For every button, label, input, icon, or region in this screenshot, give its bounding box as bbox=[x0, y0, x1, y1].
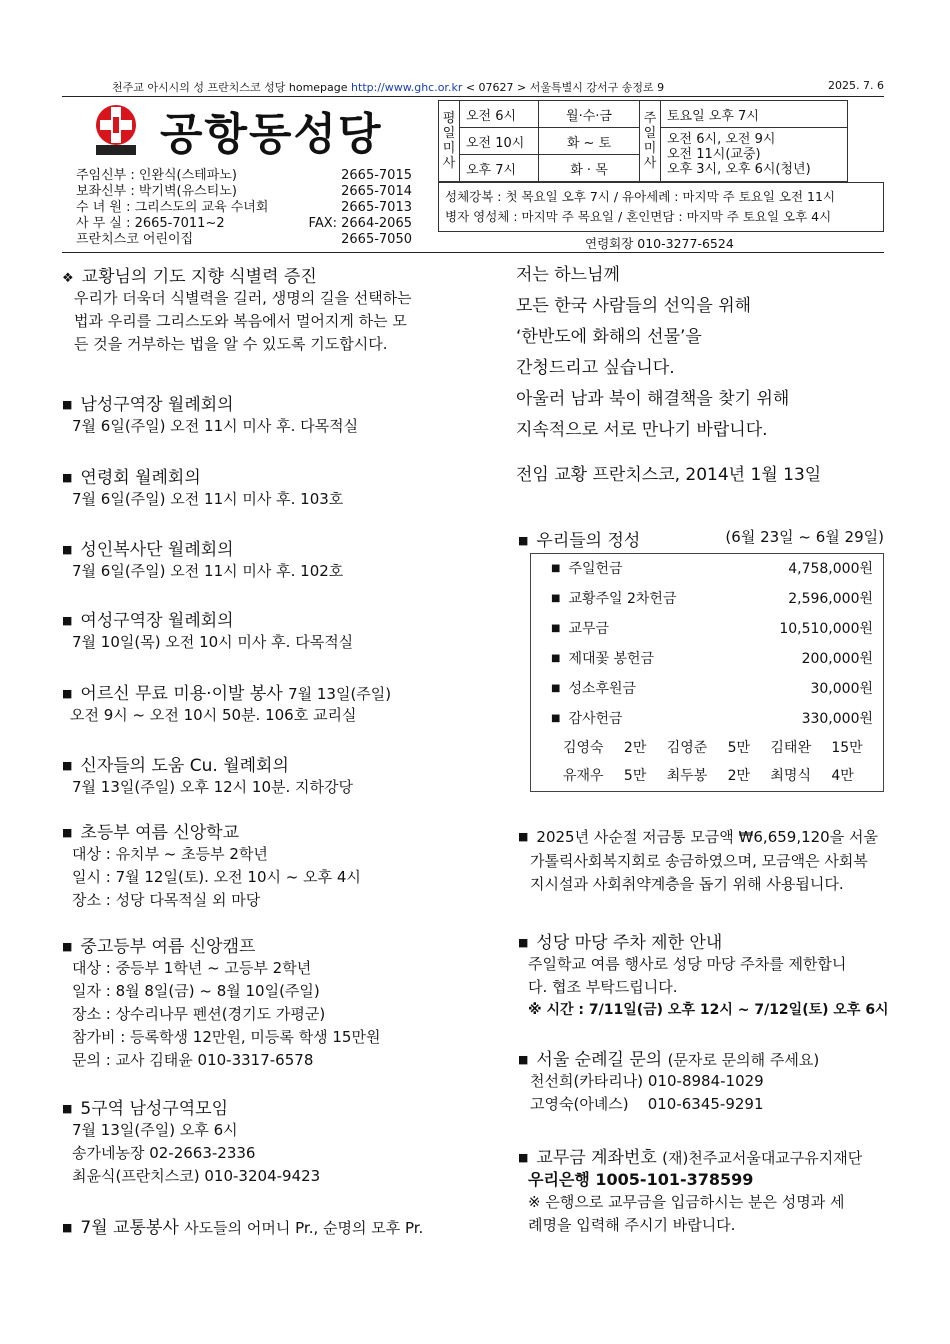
notice-item: ■ 성인복사단 월례회의 7월 6일(주일) 오전 11시 미사 후. 102호 bbox=[62, 535, 343, 583]
church-logo-icon bbox=[92, 103, 140, 157]
notice-item: ■ 중고등부 여름 신앙캠프 대상 : 중등부 1학년 ~ 고등부 2학년 일자 : 8월 8일(금) ~ 8월 10일(주일) 장소 : 상수리나무 펜션(경기도 가평군) 참가비 : 등록학생 12만원, 미등록 학생 15만원 문의 : 교사 김태윤 010-3317-6578 bbox=[62, 932, 380, 1072]
notice-item: ■ 여성구역장 월례회의 7월 10일(목) 오전 10시 미사 후. 다목적실 bbox=[62, 606, 353, 654]
staff-row: 수 녀 원 : 그리스도의 교육 수녀회 2665-7013 bbox=[76, 200, 412, 215]
homepage-link[interactable]: http://www.ghc.or.kr bbox=[351, 81, 463, 94]
offering-box bbox=[530, 553, 884, 792]
account-info: ■ 교무금 계좌번호 (재)천주교서울대교구유지재단 우리은행 1005-101-378599 ※ 은행으로 교무금을 입금하시는 분은 성명과 세 례명을 입력해 주시기 바랍니다. bbox=[518, 1143, 890, 1237]
notice-item: ■ 신자들의 도움 Cu. 월례회의 7월 13일(주일) 오후 12시 10분. 지하강당 bbox=[62, 751, 353, 799]
account-number: 우리은행 1005-101-378599 bbox=[528, 1170, 754, 1189]
notice-item: ■ 7월 교통봉사 사도들의 어머니 Pr., 순명의 모후 Pr. bbox=[62, 1213, 423, 1238]
staff-list bbox=[76, 168, 412, 248]
header-topline: 천주교 아시시의 성 프란치스코 성당 homepage http://www.ghc.or.kr < 07627 > 서울특별시 강서구 송정로 9 bbox=[112, 81, 665, 94]
offering-header: ■ 우리들의 정성 (6월 23일 ~ 6월 29일) bbox=[518, 526, 884, 551]
sacraments-box: 성체강복 : 첫 목요일 오후 7시 / 유아세례 : 마지막 주 토요일 오전 11시 병자 영성체 : 마지막 주 목요일 / 혼인면담 : 마지막 주 토요일 오후 4시 bbox=[438, 182, 884, 232]
staff-row: 프란치스코 어린이집 2665-7050 bbox=[76, 232, 412, 247]
prayer-intention: ❖ 교황님의 기도 지향 식별력 증진 우리가 더욱더 식별력을 길러, 생명의 길을 선택하는 법과 우리를 그리스도와 복음에서 멀어지게 하는 모 든 것을 거부하는 법을 알 수 있도록 기도합시다. bbox=[62, 262, 452, 356]
quote-source: 전임 교황 프란치스코, 2014년 1월 13일 bbox=[516, 465, 822, 485]
donor-list: 김영숙 2만 김영준 5만 김태완 15만 유재우 5만 최두봉 2만 최명식 4만 bbox=[563, 740, 863, 784]
issue-date: 2025. 7. 6 bbox=[828, 79, 884, 92]
header-divider bbox=[62, 96, 884, 97]
staff-row: 주임신부 : 인완식(스테파노) 2665-7015 bbox=[76, 168, 412, 183]
pope-quote: 저는 하느님께 모든 한국 사람들의 선익을 위해 ‘한반도에 화해의 선물’을 간청드리고 싶습니다. 아울러 남과 북이 해결책을 찾기 위해 지속적으로 서로 만나기 바랍니다. 전임 교황 프란치스코, 2014년 1월 13일 bbox=[516, 260, 821, 491]
header-bottom-divider bbox=[62, 252, 884, 253]
staff-row: 보좌신부 : 박기벽(유스티노) 2665-7014 bbox=[76, 184, 412, 199]
offering-item: ■ 주일헌금 4,758,000원 bbox=[531, 554, 883, 584]
offering-item: ■ 교황주일 2차헌금 2,596,000원 bbox=[531, 584, 883, 614]
sunday-mass-label: 주 일 미 사 bbox=[640, 101, 661, 182]
offering-item: ■ 감사헌금 330,000원 bbox=[531, 704, 883, 734]
weekday-mass-label: 평 일 미 사 bbox=[439, 101, 460, 182]
pilgrimage-inquiry: ■ 서울 순례길 문의 (문자로 문의해 주세요) 천선희(카타리나) 010-8984-1029 고영숙(아녜스) 010-6345-9291 bbox=[518, 1045, 890, 1116]
notice-item: ■ 남성구역장 월례회의 7월 6일(주일) 오전 11시 미사 후. 다목적실 bbox=[62, 390, 358, 438]
funeral-contact: 연령회장 010-3277-6524 bbox=[585, 236, 734, 251]
offering-item: ■ 제대꽃 봉헌금 200,000원 bbox=[531, 644, 883, 674]
notice-item: ■ 초등부 여름 신앙학교 대상 : 유치부 ~ 초등부 2학년 일시 : 7월 12일(토). 오전 10시 ~ 오후 4시 장소 : 성당 다목적실 외 마당 bbox=[62, 818, 361, 912]
notice-item: ■ 5구역 남성구역모임 7월 13일(주일) 오후 6시 송가네농장 02-2663-2336 최윤식(프란치스코) 010-3204-9423 bbox=[62, 1094, 320, 1188]
notice-item: ■ 어르신 무료 미용·이발 봉사 7월 13일(주일) 오전 9시 ~ 오전 10시 50분. 106호 교리실 bbox=[62, 679, 391, 727]
lent-notice: ■ 2025년 사순절 저금통 모금액 ₩6,659,120을 서울 가톨릭사회복지회로 송금하였으며, 모금액은 사회복 지시설과 사회취약계층을 돕기 위해 사용됩니다. bbox=[518, 826, 890, 896]
offering-item: ■ 교무금 10,510,000원 bbox=[531, 614, 883, 644]
parking-notice: ■ 성당 마당 주차 제한 안내 주일학교 여름 행사로 성당 마당 주차를 제한합니 다. 협조 부탁드립니다. ※ 시간 : 7/11일(금) 오후 12시 ~ 7/12일(토) 오후 6시 bbox=[518, 928, 890, 1022]
staff-row: 사 무 실 : 2665-7011~2 FAX: 2664-2065 bbox=[76, 216, 412, 231]
offering-item: ■ 성소후원금 30,000원 bbox=[531, 674, 883, 704]
mass-schedule-table: 평 일 미 사 오전 6시 월·수·금 주 일 미 사 토요일 오후 7시 오전 10시 화 ~ 토 오전 6시, 오전 9시 오전 11시(교중) 오후 3시, 오후 6시(청년) 오후 7시 화 · 목 bbox=[438, 100, 848, 182]
church-title: 공항동성당 bbox=[160, 109, 383, 160]
notice-item: ■ 연령회 월례회의 7월 6일(주일) 오전 11시 미사 후. 103호 bbox=[62, 463, 343, 511]
